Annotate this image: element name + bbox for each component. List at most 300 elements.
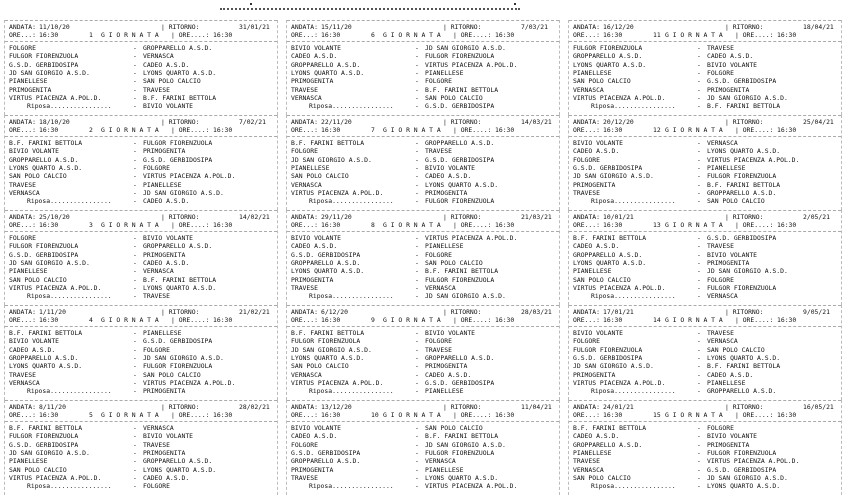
vs-dash: - (415, 68, 419, 77)
home-team: CADEO A.S.D. (291, 52, 338, 61)
away-team: TRAVESE (707, 242, 734, 251)
match-row (573, 277, 837, 284)
vs-dash: - (697, 292, 701, 301)
ritorno-date: 7/02/21 (239, 118, 266, 126)
header-times (573, 126, 837, 134)
away-team: VERNASCA (143, 424, 174, 432)
away-team: PRIMOGENITA (143, 147, 186, 156)
away-team: PIANELLESE (425, 242, 464, 251)
resting-team: G.S.D. GERBIDOSIPA (425, 102, 495, 111)
match-row (291, 450, 555, 457)
match-row (291, 62, 555, 69)
home-team: JD SAN GIORGIO A.S.D. (573, 362, 654, 371)
away-team: FOLGORE (425, 250, 452, 259)
home-team: CADEO A.S.D. (573, 242, 620, 251)
vs-dash: - (133, 180, 137, 189)
giornata-label: G I O R N A T A (383, 316, 441, 324)
vs-dash: - (133, 93, 137, 102)
match-row (291, 45, 555, 52)
ore-andata: 16:30 (39, 31, 59, 39)
vs-dash: - (133, 362, 137, 371)
ritorno-date: 28/03/21 (521, 308, 552, 316)
ritorno-date: 2/05/21 (803, 213, 830, 221)
away-team: PIANELLESE (425, 465, 464, 474)
ore-label: ORE...: (9, 316, 36, 324)
match-row (291, 475, 555, 482)
away-team: CADEO A.S.D. (143, 258, 190, 267)
rest-row (9, 483, 273, 490)
vs-dash: - (697, 362, 701, 371)
vs-dash: - (697, 440, 701, 449)
match-row (291, 95, 555, 102)
away-team: FULGOR FIORENZUOLA (143, 362, 213, 371)
ore-ritorno: 16:30 (213, 411, 233, 419)
home-team: FOLGORE (291, 147, 318, 156)
ore-ritorno: 16:30 (213, 316, 233, 324)
separator (5, 210, 277, 211)
match-row (291, 235, 555, 242)
header-dates (9, 308, 273, 316)
home-team: PRIMOGENITA (291, 77, 334, 86)
away-team: BIVIO VOLANTE (707, 60, 758, 69)
away-team: B.F. FARINI BETTOLA (707, 180, 781, 189)
home-team: TRAVESE (9, 180, 36, 189)
separator (287, 115, 559, 116)
ore-ritorno-label: | ORE....: (735, 316, 774, 324)
match-row (291, 78, 555, 85)
vs-dash: - (133, 188, 137, 197)
vs-dash: - (697, 267, 701, 276)
match-row (291, 355, 555, 362)
header-dates (573, 403, 837, 411)
andata-date: 17/01/21 (603, 308, 634, 316)
home-team: VIRTUS PIACENZA A.POL.D. (9, 283, 102, 292)
match-row (9, 190, 273, 197)
ritorno-date: 14/02/21 (239, 213, 270, 221)
andata-label: ANDATA: (573, 403, 600, 411)
home-team: TRAVESE (291, 85, 318, 94)
match-row (9, 363, 273, 370)
vs-dash: - (697, 387, 701, 396)
vs-dash: - (697, 283, 701, 292)
separator (569, 400, 841, 401)
ore-andata: 16:30 (603, 126, 623, 134)
ritorno-label: | RITORNO: (725, 213, 764, 221)
vs-dash: - (133, 258, 137, 267)
home-team: PIANELLESE (9, 77, 48, 86)
away-team: VIRTUS PIACENZA A.POL.D. (143, 172, 236, 181)
home-team: PRIMOGENITA (573, 180, 616, 189)
vs-dash: - (415, 482, 419, 491)
ore-andata: 16:30 (321, 221, 341, 229)
ore-ritorno-label: | ORE....: (735, 126, 774, 134)
away-team: SAN POLO CALCIO (143, 77, 201, 86)
away-team: LYONS QUARTO A.S.D. (707, 353, 781, 362)
away-team: FOLGORE (143, 345, 170, 354)
vs-dash: - (697, 68, 701, 77)
away-team: LYONS QUARTO A.S.D. (425, 180, 499, 189)
match-row (9, 277, 273, 284)
vs-dash: - (133, 283, 137, 292)
ore-andata: 16:30 (603, 316, 623, 324)
away-team: SAN POLO CALCIO (707, 345, 765, 354)
match-row (9, 95, 273, 102)
home-team: JD SAN GIORGIO A.S.D. (573, 172, 654, 181)
away-team: CADEO A.S.D. (143, 60, 190, 69)
ore-label: ORE...: (291, 31, 318, 39)
home-team: G.S.D. GERBIDOSIPA (9, 60, 79, 69)
vs-dash: - (415, 440, 419, 449)
home-team: VERNASCA (291, 180, 322, 189)
home-team: TRAVESE (9, 370, 36, 379)
home-team: JD SAN GIORGIO A.S.D. (9, 448, 90, 457)
home-team: G.S.D. GERBIDOSIPA (573, 163, 643, 172)
home-team: FULGOR FIORENZUOLA (573, 44, 643, 52)
giornata-number: 3 (89, 221, 93, 229)
andata-date: 29/11/20 (321, 213, 352, 221)
home-team: BIVIO VOLANTE (573, 139, 624, 147)
match-row (9, 148, 273, 155)
separator (569, 421, 841, 422)
ore-andata: 16:30 (39, 126, 59, 134)
home-team: BIVIO VOLANTE (291, 44, 342, 52)
away-team: PRIMOGENITA (707, 440, 750, 449)
resting-team: PRIMOGENITA (143, 387, 186, 396)
vs-dash: - (133, 60, 137, 69)
home-team: SAN POLO CALCIO (291, 362, 349, 371)
rest-row (573, 483, 837, 490)
vs-dash: - (697, 258, 701, 267)
ritorno-label: | RITORNO: (443, 403, 482, 411)
away-team: FOLGORE (143, 163, 170, 172)
match-row (9, 475, 273, 482)
ore-andata: 16:30 (39, 221, 59, 229)
ore-label: ORE...: (9, 31, 36, 39)
ore-ritorno: 16:30 (777, 31, 797, 39)
resting-team: LYONS QUARTO A.S.D. (707, 482, 781, 491)
home-team: VIRTUS PIACENZA A.POL.D. (291, 378, 384, 387)
ore-ritorno-label: | ORE....: (453, 31, 492, 39)
ore-andata: 16:30 (321, 411, 341, 419)
vs-dash: - (133, 465, 137, 474)
matchday-block (568, 20, 842, 115)
away-team: LYONS QUARTO A.S.D. (143, 465, 217, 474)
home-team: SAN POLO CALCIO (573, 473, 631, 482)
ore-andata: 16:30 (603, 31, 623, 39)
away-team: BIVIO VOLANTE (425, 329, 476, 337)
ritorno-date: 18/04/21 (803, 23, 834, 31)
ore-ritorno-label: | ORE....: (453, 316, 492, 324)
home-team: JD SAN GIORGIO A.S.D. (9, 258, 90, 267)
away-team: LYONS QUARTO A.S.D. (143, 283, 217, 292)
away-team: PRIMOGENITA (143, 250, 186, 259)
home-team: G.S.D. GERBIDOSIPA (291, 250, 361, 259)
matchday-block (4, 210, 278, 305)
away-team: B.F. FARINI BETTOLA (143, 93, 217, 102)
vs-dash: - (133, 250, 137, 259)
home-team: PRIMOGENITA (9, 85, 52, 94)
home-team: FULGOR FIORENZUOLA (9, 52, 79, 61)
ore-ritorno-label: | ORE....: (453, 126, 492, 134)
home-team: SAN POLO CALCIO (9, 275, 67, 284)
ore-label: ORE...: (573, 221, 600, 229)
match-row (573, 78, 837, 85)
matchday-block (4, 20, 278, 115)
match-row (9, 62, 273, 69)
ore-andata: 16:30 (321, 126, 341, 134)
separator (569, 115, 841, 116)
rest-row (573, 103, 837, 110)
home-team: FULGOR FIORENZUOLA (9, 242, 79, 251)
home-team: G.S.D. GERBIDOSIPA (9, 250, 79, 259)
andata-label: ANDATA: (573, 308, 600, 316)
andata-label: ANDATA: (9, 308, 36, 316)
away-team: BIVIO VOLANTE (143, 234, 194, 242)
away-team: TRAVESE (707, 44, 734, 52)
ore-ritorno-label: | ORE....: (735, 411, 774, 419)
giornata-number: 13 (653, 221, 661, 229)
home-team: BIVIO VOLANTE (291, 234, 342, 242)
header-dates (573, 23, 837, 31)
ore-ritorno: 16:30 (495, 126, 515, 134)
ore-label: ORE...: (573, 316, 600, 324)
match-row (573, 475, 837, 482)
home-team: VERNASCA (291, 93, 322, 102)
away-team: BIVIO VOLANTE (425, 163, 476, 172)
match-row (291, 425, 555, 432)
matchday-block (286, 115, 560, 210)
vs-dash: - (415, 93, 419, 102)
ore-ritorno: 16:30 (777, 126, 797, 134)
away-team: GROPPARELLO A.S.D. (143, 242, 213, 251)
match-row (291, 433, 555, 440)
vs-dash: - (133, 147, 137, 156)
header-times (9, 126, 273, 134)
vs-dash: - (415, 378, 419, 387)
andata-date: 8/11/20 (39, 403, 66, 411)
riposa-label: Riposa................ (591, 387, 676, 396)
vs-dash: - (133, 432, 137, 441)
match-row (573, 148, 837, 155)
vs-dash: - (697, 370, 701, 379)
giornata-label: G I O R N A T A (101, 126, 159, 134)
away-team: VERNASCA (143, 267, 174, 276)
match-row (291, 243, 555, 250)
resting-team: GROPPARELLO A.S.D. (707, 387, 777, 396)
ritorno-label: | RITORNO: (725, 308, 764, 316)
vs-dash: - (697, 432, 701, 441)
ore-ritorno-label: | ORE....: (453, 411, 492, 419)
home-team: FOLGORE (573, 155, 600, 164)
away-team: LYONS QUARTO A.S.D. (425, 473, 499, 482)
match-row (9, 338, 273, 345)
match-row (9, 235, 273, 242)
away-team: VIRTUS PIACENZA A.POL.D. (143, 378, 236, 387)
ore-andata: 16:30 (603, 411, 623, 419)
home-team: GROPPARELLO A.S.D. (291, 457, 361, 466)
ore-label: ORE...: (291, 221, 318, 229)
matchday-block (568, 115, 842, 210)
separator (569, 136, 841, 137)
match-row (9, 467, 273, 474)
home-team: B.F. FARINI BETTOLA (573, 234, 647, 242)
resting-team: JD SAN GIORGIO A.S.D. (425, 292, 506, 301)
riposa-label: Riposa................ (27, 197, 112, 206)
header-dates (291, 118, 555, 126)
riposa-label: Riposa................ (309, 387, 394, 396)
header-times (573, 411, 837, 419)
match-row (9, 182, 273, 189)
match-row (291, 190, 555, 197)
vs-dash: - (415, 147, 419, 156)
vs-dash: - (697, 275, 701, 284)
away-team: JD SAN GIORGIO A.S.D. (707, 473, 788, 482)
match-row (573, 190, 837, 197)
away-team: GROPPARELLO A.S.D. (143, 44, 213, 52)
match-row (9, 45, 273, 52)
giornata-number: 2 (89, 126, 93, 134)
home-team: PIANELLESE (573, 68, 612, 77)
away-team: VERNASCA (425, 283, 456, 292)
match-row (9, 87, 273, 94)
match-row (291, 380, 555, 387)
header-times (9, 221, 273, 229)
andata-date: 22/11/20 (321, 118, 352, 126)
home-team: PIANELLESE (291, 163, 330, 172)
riposa-label: Riposa................ (309, 292, 394, 301)
matchday-block (286, 210, 560, 305)
match-row (291, 372, 555, 379)
match-row (573, 165, 837, 172)
separator (5, 20, 277, 21)
home-team: CADEO A.S.D. (291, 242, 338, 251)
resting-team: FULGOR FIORENZUOLA (425, 197, 495, 206)
giornata-label: G I O R N A T A (665, 126, 723, 134)
header-times (573, 316, 837, 324)
vs-dash: - (415, 163, 419, 172)
giornata-number: 10 (371, 411, 379, 419)
andata-date: 15/11/20 (321, 23, 352, 31)
vs-dash: - (697, 188, 701, 197)
home-team: FOLGORE (573, 337, 600, 346)
away-team: VERNASCA (143, 52, 174, 61)
away-team: B.F. FARINI BETTOLA (425, 267, 499, 276)
match-row (573, 140, 837, 147)
match-row (573, 252, 837, 259)
giornata-number: 12 (653, 126, 661, 134)
ore-ritorno: 16:30 (495, 316, 515, 324)
away-team: JD SAN GIORGIO A.S.D. (707, 267, 788, 276)
header-dates (291, 308, 555, 316)
away-team: JD SAN GIORGIO A.S.D. (143, 353, 224, 362)
ore-ritorno: 16:30 (213, 221, 233, 229)
home-team: LYONS QUARTO A.S.D. (573, 60, 647, 69)
home-team: CADEO A.S.D. (573, 147, 620, 156)
match-row (291, 260, 555, 267)
away-team: GROPPARELLO A.S.D. (143, 457, 213, 466)
vs-dash: - (133, 172, 137, 181)
home-team: PRIMOGENITA (573, 370, 616, 379)
match-row (9, 243, 273, 250)
home-team: B.F. FARINI BETTOLA (9, 139, 83, 147)
rest-row (291, 103, 555, 110)
vs-dash: - (415, 44, 419, 52)
separator (5, 305, 277, 306)
home-team: FULGOR FIORENZUOLA (291, 337, 361, 346)
vs-dash: - (415, 473, 419, 482)
home-team: TRAVESE (291, 473, 318, 482)
away-team: LYONS QUARTO A.S.D. (143, 68, 217, 77)
header-dates (573, 308, 837, 316)
home-team: FULGOR FIORENZUOLA (9, 432, 79, 441)
ore-label: ORE...: (573, 31, 600, 39)
match-row (573, 157, 837, 164)
ritorno-date: 14/03/21 (521, 118, 552, 126)
vs-dash: - (133, 155, 137, 164)
away-team: CADEO A.S.D. (425, 370, 472, 379)
separator (287, 231, 559, 232)
rest-row (291, 388, 555, 395)
vs-dash: - (697, 172, 701, 181)
vs-dash: - (697, 197, 701, 206)
vs-dash: - (415, 424, 419, 432)
header-dates (9, 118, 273, 126)
separator (569, 20, 841, 21)
ore-ritorno-label: | ORE....: (735, 221, 774, 229)
resting-team: FOLGORE (143, 482, 170, 491)
vs-dash: - (133, 378, 137, 387)
home-team: FOLGORE (9, 44, 36, 52)
ore-ritorno: 16:30 (213, 126, 233, 134)
vs-dash: - (415, 267, 419, 276)
ore-andata: 16:30 (321, 316, 341, 324)
away-team: G.S.D. GERBIDOSIPA (425, 378, 495, 387)
header-dotted-rule (220, 6, 520, 16)
vs-dash: - (133, 440, 137, 449)
away-team: B.F. FARINI BETTOLA (425, 432, 499, 441)
andata-label: ANDATA: (291, 23, 318, 31)
home-team: PRIMOGENITA (291, 275, 334, 284)
match-row (9, 355, 273, 362)
vs-dash: - (697, 345, 701, 354)
away-team: PRIMOGENITA (425, 362, 468, 371)
match-row (9, 433, 273, 440)
match-row (573, 243, 837, 250)
header-times (291, 126, 555, 134)
vs-dash: - (697, 102, 701, 111)
vs-dash: - (697, 52, 701, 61)
away-team: TRAVESE (143, 85, 170, 94)
vs-dash: - (133, 275, 137, 284)
away-team: PRIMOGENITA (425, 188, 468, 197)
header-dates (9, 403, 273, 411)
giornata-label: G I O R N A T A (383, 126, 441, 134)
rest-row (291, 293, 555, 300)
match-row (573, 458, 837, 465)
match-row (573, 268, 837, 275)
away-team: B.F. FARINI BETTOLA (425, 85, 499, 94)
ore-ritorno: 16:30 (495, 411, 515, 419)
ore-ritorno-label: | ORE....: (171, 31, 210, 39)
vs-dash: - (415, 77, 419, 86)
vs-dash: - (415, 155, 419, 164)
away-team: PIANELLESE (143, 180, 182, 189)
home-team: G.S.D. GERBIDOSIPA (9, 440, 79, 449)
away-team: G.S.D. GERBIDOSIPA (425, 155, 495, 164)
ritorno-date: 21/03/21 (521, 213, 552, 221)
giornata-label: G I O R N A T A (383, 411, 441, 419)
dotted-line (220, 8, 520, 13)
